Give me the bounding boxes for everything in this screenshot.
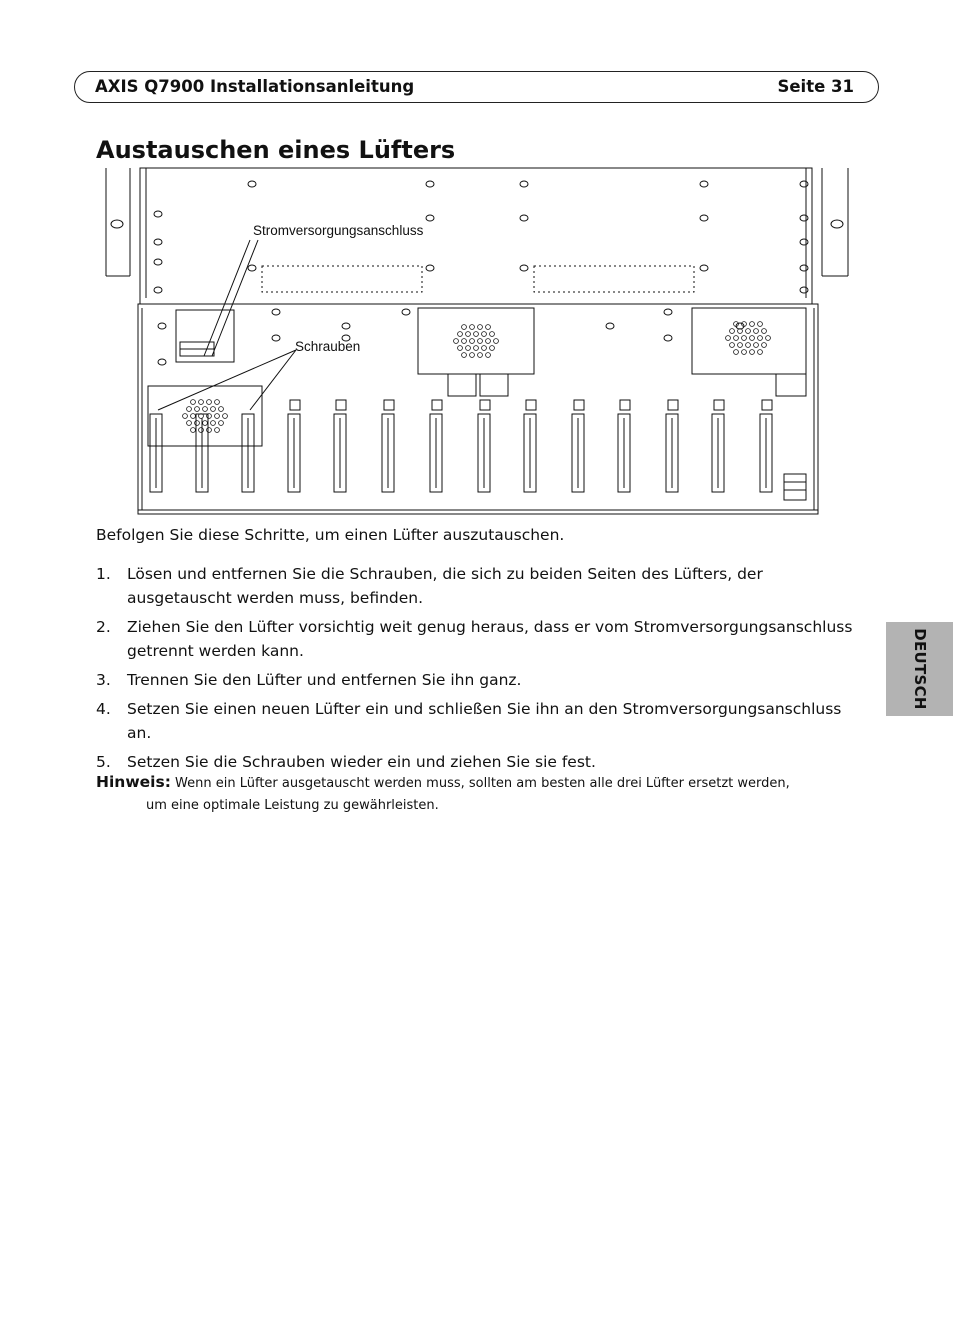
- language-tab-label: DEUTSCH: [910, 628, 929, 710]
- list-item: 4. Setzen Sie einen neuen Lüfter ein und schließen Sie ihn an den Stromversorgungsanschluss an.: [96, 700, 842, 742]
- screws-callout: Schrauben: [295, 339, 361, 354]
- list-item: 1. Lösen und entfernen Sie die Schrauben, die sich zu beiden Seiten des Lüfters, der ausgetauscht werden muss, befinden.: [96, 565, 763, 607]
- document-title: AXIS Q7900 Installationsanleitung: [95, 77, 415, 96]
- page-header: [74, 71, 879, 103]
- language-tab: [886, 622, 953, 716]
- step-list: [96, 562, 866, 779]
- note-label: Hinweis:: [96, 773, 171, 791]
- section-title: Austauschen eines Lüfters: [96, 136, 456, 164]
- power-connector-callout: Stromversorgungsanschluss: [253, 223, 424, 238]
- intro-text: Befolgen Sie diese Schritte, um einen Lüfter auszutauschen.: [96, 526, 565, 544]
- list-item: 3. Trennen Sie den Lüfter und entfernen Sie ihn ganz.: [96, 671, 522, 689]
- note-text-line-1: Wenn ein Lüfter ausgetauscht werden muss, sollten am besten alle drei Lüfter ersetzt werden,: [175, 776, 790, 791]
- page-number: Seite 31: [777, 77, 854, 96]
- fan-replacement-diagram: [100, 166, 860, 518]
- list-item: 5. Setzen Sie die Schrauben wieder ein und ziehen Sie sie fest.: [96, 753, 596, 771]
- list-item: 2. Ziehen Sie den Lüfter vorsichtig weit genug heraus, dass er vom Stromversorgungsanschluss getrennt werden kann.: [96, 618, 853, 660]
- note-text-line-2: um eine optimale Leistung zu gewährleisten.: [146, 798, 439, 813]
- note-box: [96, 771, 856, 817]
